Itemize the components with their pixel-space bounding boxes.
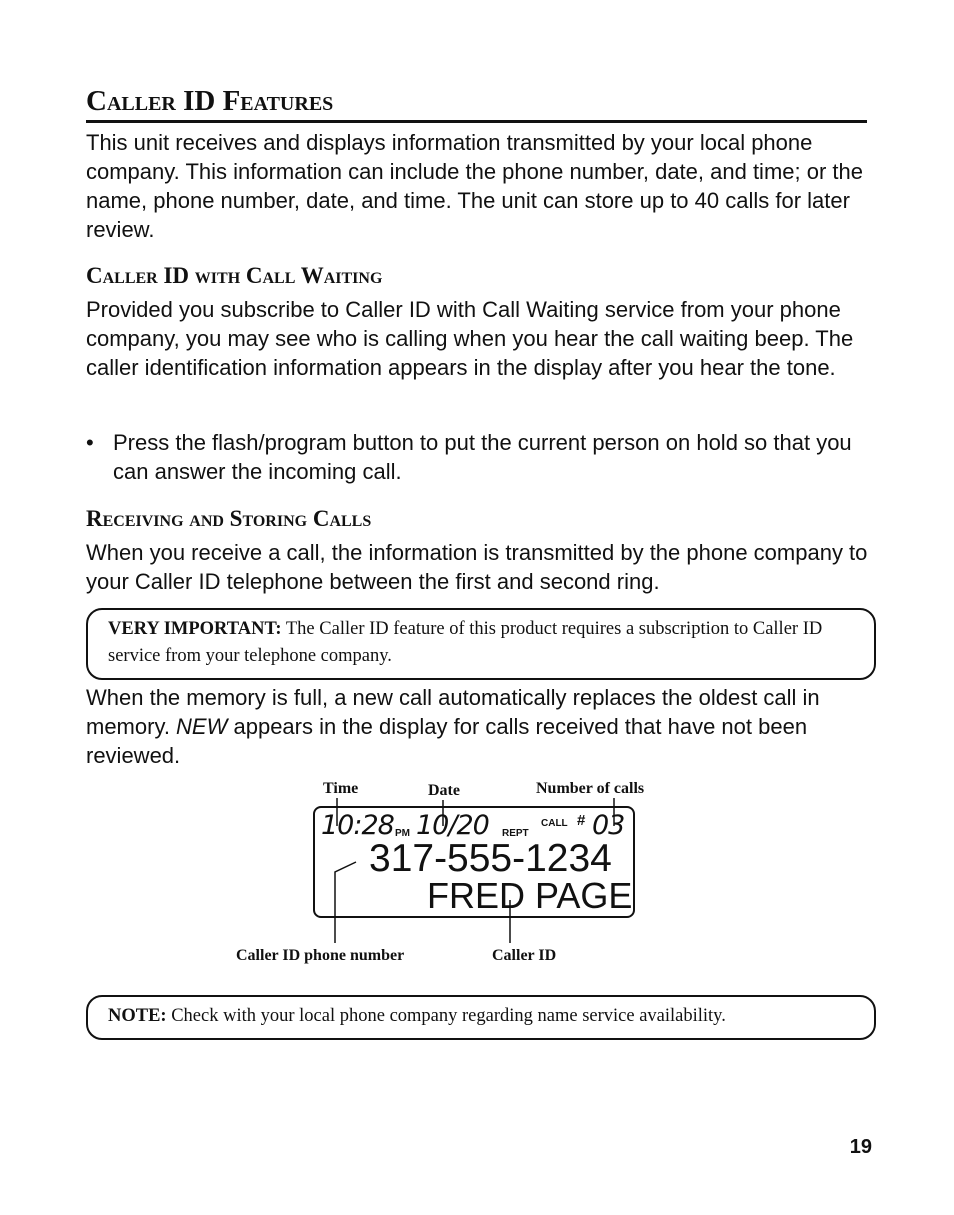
memory-text-after: appears in the display for calls received that have not been reviewed. [86, 714, 808, 768]
very-important-text: The Caller ID feature of this product requires a subscription to Caller ID service from your telephone company. [108, 619, 823, 666]
display-call-count: 03 [592, 810, 625, 841]
note-text: Check with your local phone company regarding name service availability. [166, 1006, 726, 1026]
very-important-label: VERY IMPORTANT: [108, 619, 282, 639]
display-call-label: CALL [541, 818, 568, 829]
receiving-paragraph: When you receive a call, the information is transmitted by the phone company to your Caller ID telephone between the first and second ring. [86, 540, 868, 594]
note-label: NOTE: [108, 1006, 167, 1026]
bullet-text: Press the flash/program button to put the current person on hold so that you can answer the incoming call. [113, 430, 852, 484]
memory-text-before: When the memory is full, a new call automatically replaces the oldest call in memory. [86, 685, 820, 739]
date-label: Date [428, 782, 460, 799]
intro-paragraph: This unit receives and displays information transmitted by your local phone company. This information can include the phone number, date, and time; or the name, phone number, date, and time. The unit can store up to 40 calls for later review. [86, 130, 863, 242]
new-indicator-text: NEW [176, 714, 228, 739]
time-label: Time [323, 780, 359, 797]
receiving-heading: Receiving and Storing Calls [86, 506, 372, 531]
call-waiting-paragraph: Provided you subscribe to Caller ID with Call Waiting service from your phone company, you may see who is calling when you hear the call waiting beep. The caller identification information appears in the display after you hear the tone. [86, 297, 854, 380]
call-waiting-heading: Caller ID with Call Waiting [86, 263, 383, 288]
display-hash: # [577, 812, 586, 829]
display-rept: REPT [502, 828, 529, 839]
display-pm: PM [395, 828, 410, 839]
display-time: 10:28 [321, 810, 394, 841]
display-date: 10/20 [416, 810, 489, 841]
display-phone-number: 317-555-1234 [369, 837, 612, 880]
display-caller-name: FRED PAGE [427, 875, 633, 916]
page-number: 19 [849, 1136, 872, 1158]
number-of-calls-label: Number of calls [536, 780, 645, 797]
bullet-dot: • [86, 430, 94, 455]
note-box [86, 995, 876, 1040]
caller-id-label: Caller ID [492, 947, 557, 964]
caller-id-phone-number-label: Caller ID phone number [236, 947, 405, 964]
phone-leader-line [335, 862, 356, 943]
page-title: Caller ID Features [86, 84, 867, 123]
